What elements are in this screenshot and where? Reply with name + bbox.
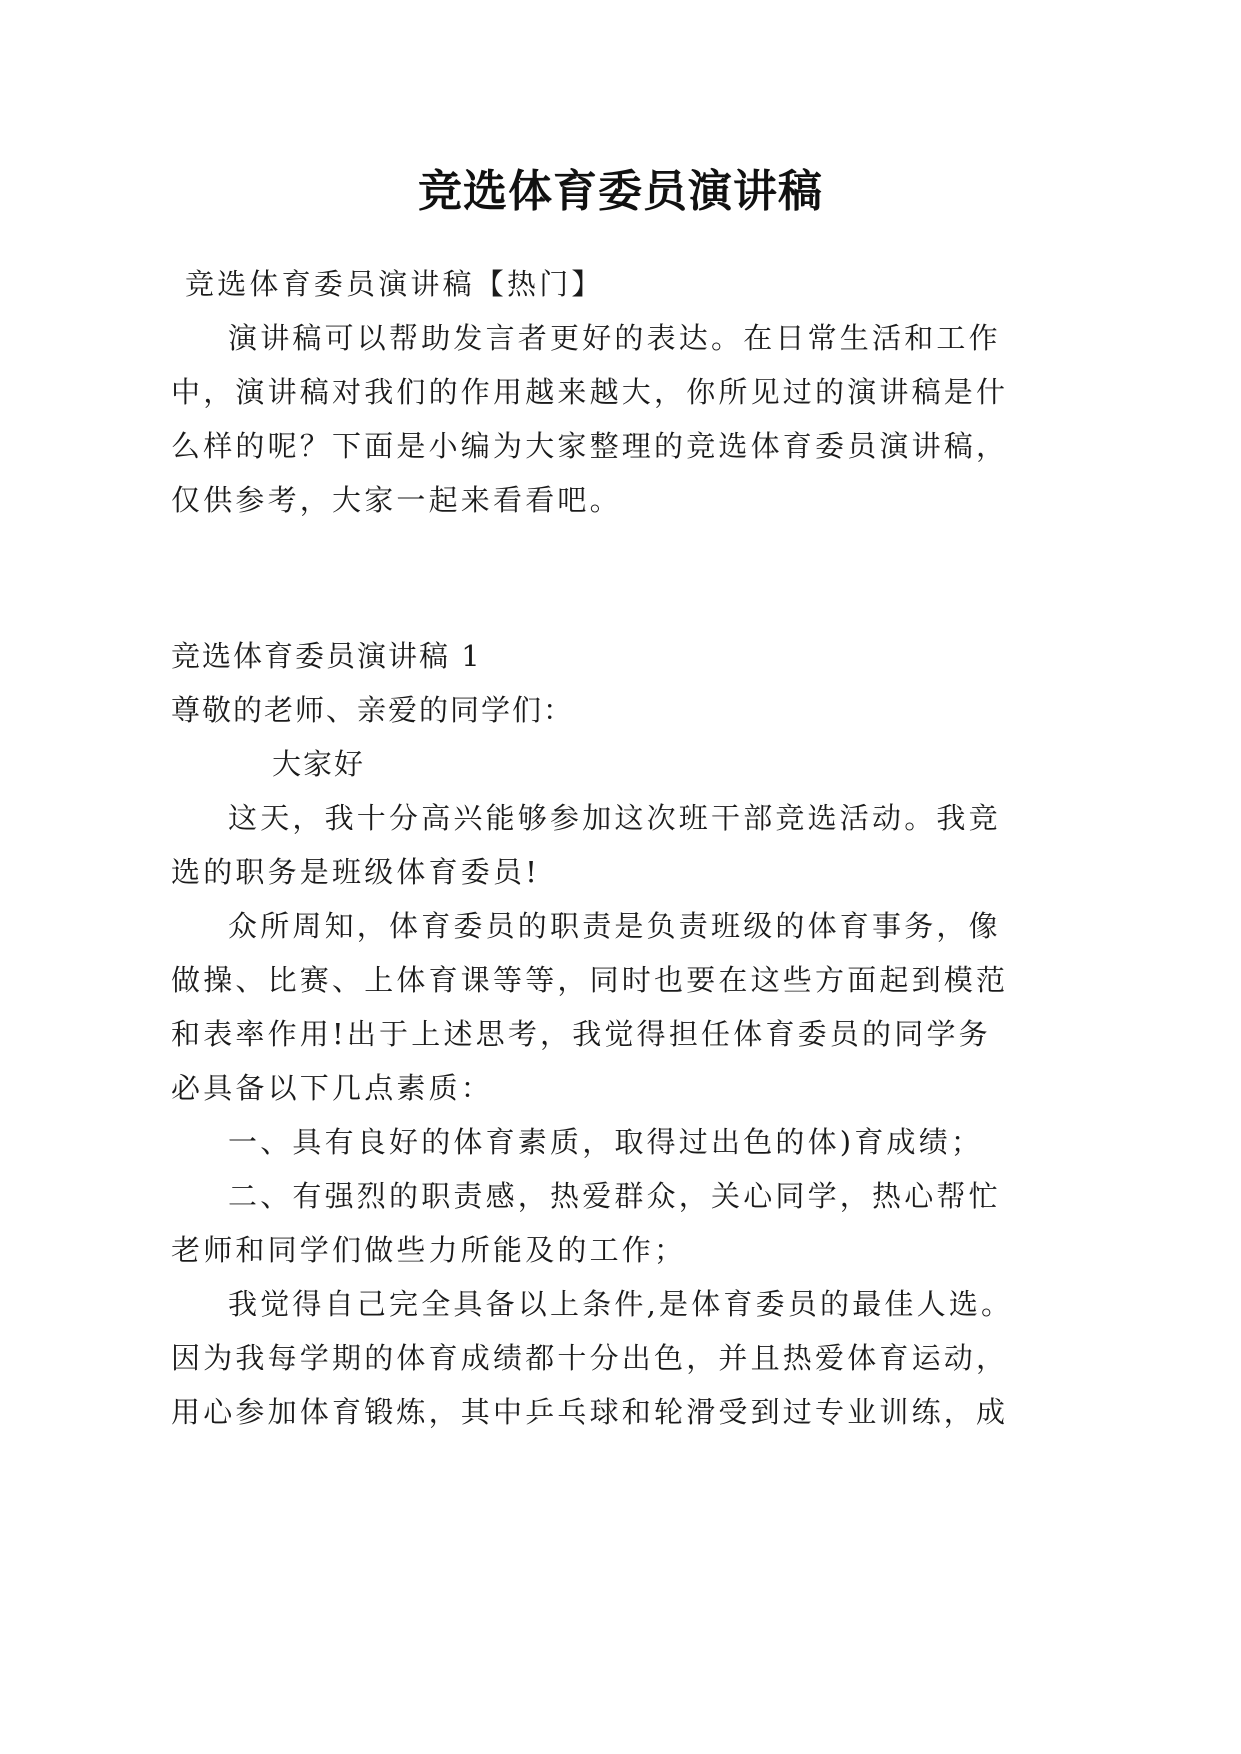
paragraph-line: 做操、比赛、上体育课等等，同时也要在这些方面起到模范: [171, 963, 1009, 997]
paragraph-line: 我觉得自己完全具备以上条件,是体育委员的最佳人选。: [228, 1287, 1014, 1321]
paragraph-line: 老师和同学们做些力所能及的工作；: [171, 1233, 687, 1267]
subtitle-line: 竞选体育委员演讲稿【热门】: [185, 267, 604, 301]
paragraph-line: 选的职务是班级体育委员!: [171, 855, 541, 889]
paragraph-line: 这天，我十分高兴能够参加这次班干部竞选活动。我竞: [228, 801, 1001, 835]
paragraph-line: 么样的呢？下面是小编为大家整理的竞选体育委员演讲稿，: [171, 429, 1009, 463]
greeting: 大家好: [272, 747, 366, 781]
paragraph-line: 一、具有良好的体育素质，取得过出色的体)育成绩；: [228, 1125, 984, 1159]
paragraph-line: 必具备以下几点素质：: [171, 1071, 494, 1105]
paragraph-line: 中，演讲稿对我们的作用越来越大，你所见过的演讲稿是什: [171, 375, 1009, 409]
paragraph-line: 众所周知，体育委员的职责是负责班级的体育事务，像: [228, 909, 1001, 943]
section-heading: 竞选体育委员演讲稿 1: [171, 639, 482, 673]
salutation: 尊敬的老师、亲爱的同学们：: [171, 693, 575, 727]
document-title: 竞选体育委员演讲稿: [418, 166, 823, 217]
paragraph-line: 用心参加体育锻炼，其中乒乓球和轮滑受到过专业训练，成: [171, 1395, 1009, 1429]
paragraph-line: 仅供参考，大家一起来看看吧。: [171, 483, 622, 517]
paragraph-line: 二、有强烈的职责感，热爱群众，关心同学，热心帮忙: [228, 1179, 1001, 1213]
paragraph-line: 演讲稿可以帮助发言者更好的表达。在日常生活和工作: [228, 321, 1001, 355]
paragraph-line: 因为我每学期的体育成绩都十分出色，并且热爱体育运动，: [171, 1341, 1009, 1375]
paragraph-line: 和表率作用!出于上述思考，我觉得担任体育委员的同学务: [171, 1017, 991, 1051]
